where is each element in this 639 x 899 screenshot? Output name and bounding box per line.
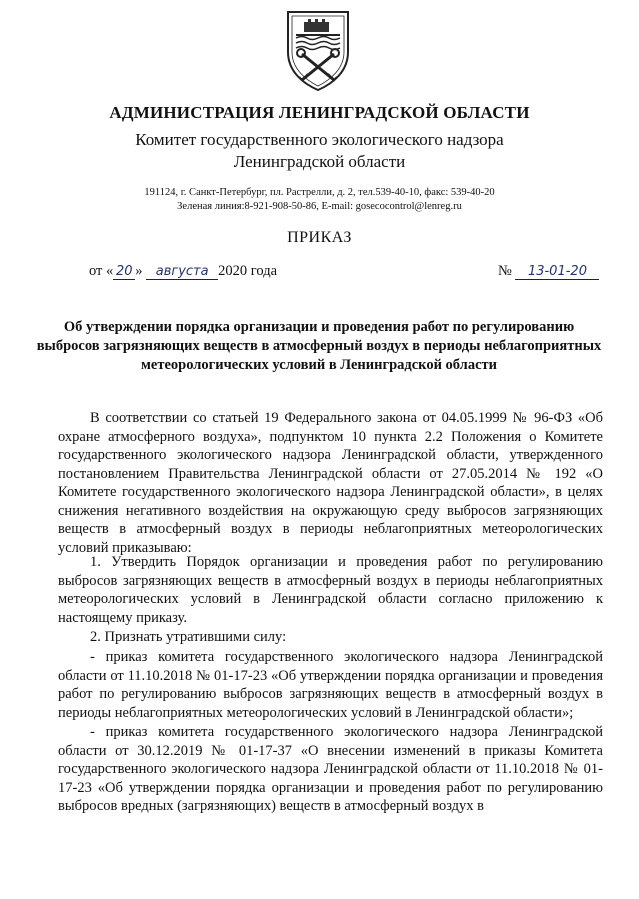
preamble-paragraph <box>58 409 603 557</box>
order-date <box>89 263 277 280</box>
coat-of-arms-icon <box>282 8 354 92</box>
contact-line: Зеленая линия:8-921-908-50-86, E-mail: gosecocontrol@lenreg.ru <box>177 201 462 212</box>
item-2b-text: - приказ комитета государственного экологического надзора Ленинградской области от 30.12.2019 № 01-17-37 «О внесении изменений в приказы Комитета государственного экологического надзора Ленинградской области от 11.10.2018 № 01-17-23 «Об утверждении порядка организации и проведения работ по регулированию выбросов вредных (загрязняющих) веществ в атмосферный воздух в <box>58 724 603 814</box>
date-year: 2020 года <box>218 263 278 279</box>
item-1-paragraph <box>58 553 603 627</box>
preamble-text: В соответствии со статьей 19 Федерального закона от 04.05.1999 № 96-ФЗ «Об охране атмосферного воздуха», подпунктом 10 пункта 2.2 Положения о Комитете государственного экологического надзора Ленинградской области, утвержденного постановлением Правительства Ленинградской области от 27.05.2014 № 192 «О Комитете государственного экологического надзора Ленинградской области», в целях снижения негативного воздействия на окружающую среду выбросов загрязняющих веществ в атмосферный воздух в периоды неблагоприятных метеорологических условий приказываю: <box>58 410 603 556</box>
order-number <box>498 263 599 280</box>
item-2b-paragraph <box>58 723 603 816</box>
date-month-handwritten: августа <box>146 264 218 280</box>
number-handwritten: 13-01-20 <box>515 264 599 280</box>
order-subject: Об утверждении порядка организации и проведения работ по регулированию выбросов загрязняющих веществ в атмосферный воздух в периоды неблагоприятных метеорологических условий в Ленинградской области <box>36 319 602 373</box>
address-line: 191124, г. Санкт-Петербург, пл. Растрелли, д. 2, тел.539-40-10, факс: 539-40-20 <box>144 187 495 198</box>
date-prefix: от « <box>89 263 114 279</box>
item-2a-text: - приказ комитета государственного экологического надзора Ленинградской области от 11.10.2018 № 01-17-23 «Об утверждении порядка организации и проведения работ по регулированию выбросов загрязняющих веществ в атмосферный воздух в периоды неблагоприятных метеорологических условий в Ленинградской области»; <box>58 649 603 721</box>
item-2a-paragraph <box>58 648 603 722</box>
document-type: ПРИКАЗ <box>287 229 352 246</box>
item-1-text: 1. Утвердить Порядок организации и проведения работ по регулированию выбросов загрязняющих веществ в атмосферный воздух в периоды неблагоприятных метеорологических условий в Ленинградской области согласно приложению к настоящему приказу. <box>58 554 603 626</box>
number-prefix: № <box>498 263 512 279</box>
organization-title: АДМИНИСТРАЦИЯ ЛЕНИНГРАДСКОЙ ОБЛАСТИ <box>109 103 530 122</box>
item-2-paragraph <box>58 628 603 647</box>
item-2-text: 2. Признать утратившими силу: <box>90 629 287 645</box>
date-day-handwritten: 20 <box>113 264 135 280</box>
date-mid: » <box>135 263 143 279</box>
committee-name-line1: Комитет государственного экологического надзора <box>135 130 504 149</box>
committee-name-line2: Ленинградской области <box>233 152 406 171</box>
